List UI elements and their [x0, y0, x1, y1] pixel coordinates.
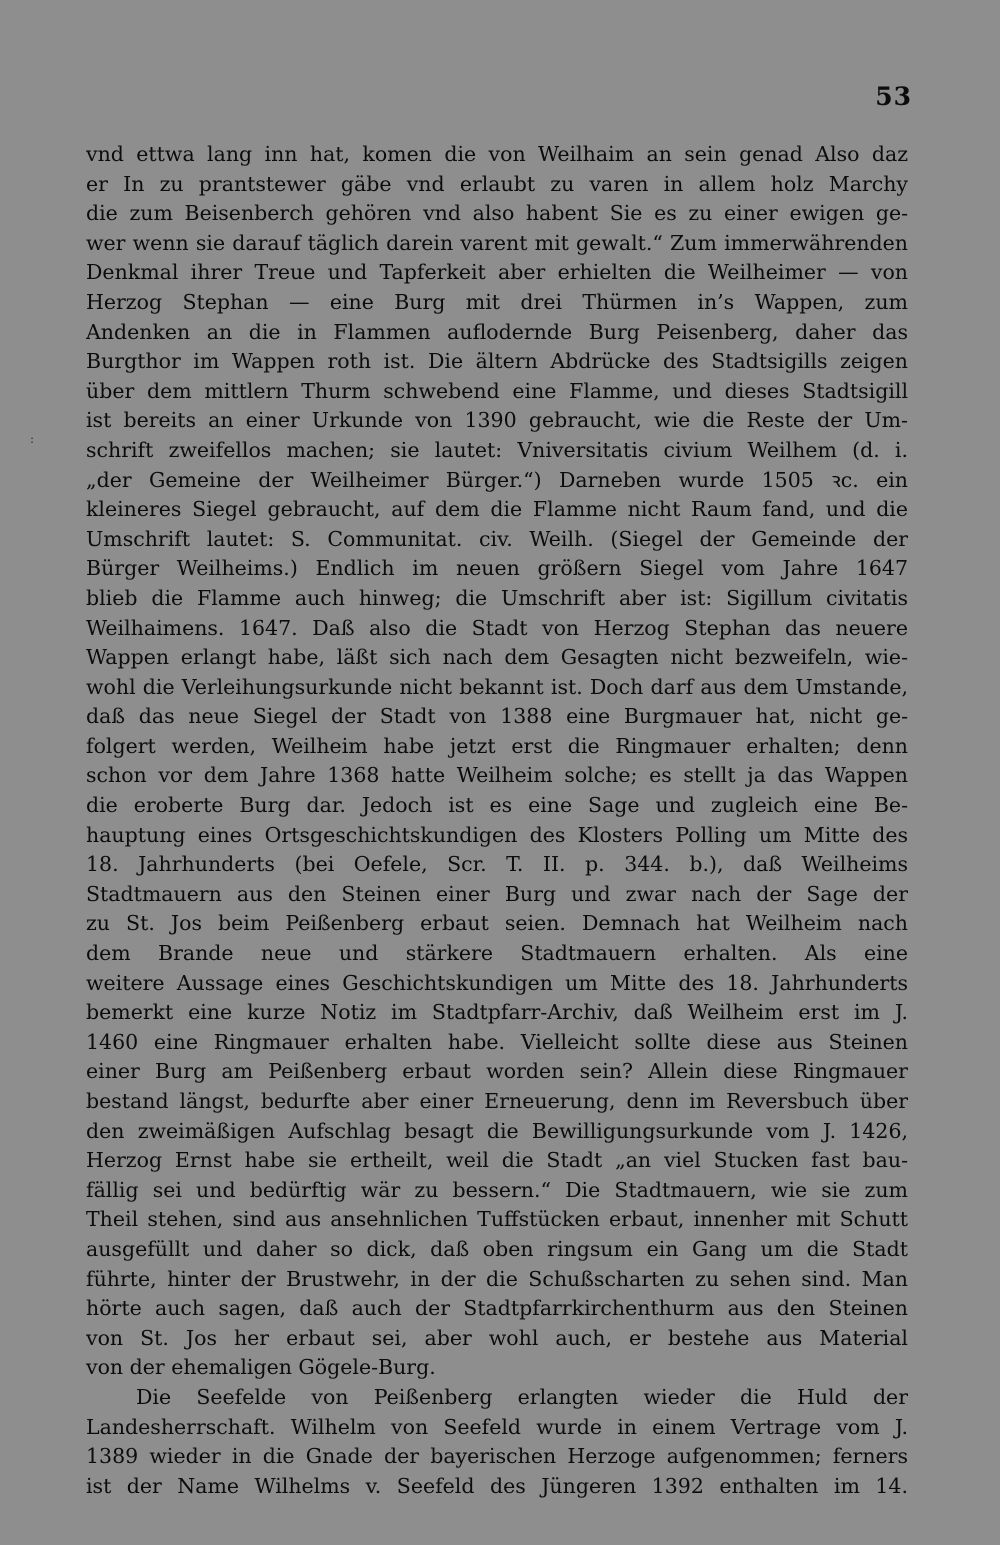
- text-line: ausgefüllt und daher so dick, daß oben ringsum ein Gang um die Stadt: [86, 1236, 908, 1261]
- text-line: einer Burg am Peißenberg erbaut worden sein? Allein diese Ringmauer: [86, 1059, 908, 1084]
- page-number: 53: [875, 82, 912, 111]
- text-line: Denkmal ihrer Treue und Tapferkeit aber erhielten die Weilheimer — von: [86, 260, 908, 285]
- text-line: schrift zweifellos machen; sie lautet: Vniversitatis civium Weilhem (d. i.: [86, 437, 908, 462]
- text-line: Herzog Stephan — eine Burg mit drei Thürmen in’s Wappen, zum: [86, 289, 908, 314]
- text-line: folgert werden, Weilheim habe jetzt erst die Ringmauer erhalten; denn: [86, 733, 908, 758]
- text-line: Die Seefelde von Peißenberg erlangten wieder die Huld der: [136, 1384, 908, 1409]
- text-line: wer wenn sie darauf täglich darein varent mit gewalt.“ Zum immerwährenden: [86, 230, 908, 255]
- text-line: ist der Name Wilhelms v. Seefeld des Jüngeren 1392 enthalten im 14.: [86, 1473, 908, 1498]
- text-line: weitere Aussage eines Geschichtskundigen um Mitte des 18. Jahrhunderts: [86, 970, 908, 995]
- paragraph: [86, 1383, 908, 1501]
- text-line: blieb die Flamme auch hinweg; die Umschrift aber ist: Sigillum civitatis: [86, 585, 908, 610]
- text-line: 18. Jahrhunderts (bei Oefele, Scr. T. II. p. 344. b.), daß Weilheims: [86, 852, 908, 877]
- scan-speck: :: [30, 432, 35, 446]
- text-line: schon vor dem Jahre 1368 hatte Weilheim solche; es stellt ja das Wappen: [86, 763, 908, 788]
- text-line: hauptung eines Ortsgeschichtskundigen des Klosters Polling um Mitte des: [86, 822, 908, 847]
- text-line: Theil stehen, sind aus ansehnlichen Tuffstücken erbaut, innenher mit Schutt: [86, 1207, 908, 1232]
- text-line: den zweimäßigen Aufschlag besagt die Bewilligungsurkunde vom J. 1426,: [86, 1118, 908, 1143]
- text-line: Landesherrschaft. Wilhelm von Seefeld wurde in einem Vertrage vom J.: [86, 1414, 908, 1439]
- text-line: über dem mittlern Thurm schwebend eine Flamme, und dieses Stadtsigill: [86, 378, 908, 403]
- paragraph: [86, 140, 908, 1383]
- text-line: die zum Beisenberch gehören vnd also habent Sie es zu einer ewigen ge-: [86, 201, 908, 226]
- text-line: kleineres Siegel gebraucht, auf dem die Flamme nicht Raum fand, und die: [86, 497, 908, 522]
- text-line: Bürger Weilheims.) Endlich im neuen größern Siegel vom Jahre 1647: [86, 556, 908, 581]
- text-line: 1389 wieder in die Gnade der bayerischen Herzoge aufgenommen; ferners: [86, 1444, 908, 1469]
- text-line: Herzog Ernst habe sie ertheilt, weil die Stadt „an viel Stucken fast bau-: [86, 1148, 908, 1173]
- text-line: Wappen erlangt habe, läßt sich nach dem Gesagten nicht bezweifeln, wie-: [86, 645, 908, 670]
- text-line: „der Gemeine der Weilheimer Bürger.“) Darneben wurde 1505 ꝛc. ein: [86, 467, 908, 492]
- text-line: hörte auch sagen, daß auch der Stadtpfarrkirchenthurm aus den Steinen: [86, 1296, 908, 1321]
- text-line: zu St. Jos beim Peißenberg erbaut seien. Demnach hat Weilheim nach: [86, 911, 908, 936]
- text-line: vnd ettwa lang inn hat, komen die von Weilhaim an sein genad Also daz: [86, 142, 908, 166]
- text-line: bemerkt eine kurze Notiz im Stadtpfarr-Archiv, daß Weilheim erst im J.: [86, 1000, 908, 1025]
- text-line: Burgthor im Wappen roth ist. Die ältern Abdrücke des Stadtsigills zeigen: [86, 349, 908, 374]
- text-line: führte, hinter der Brustwehr, in der die Schußscharten zu sehen sind. Man: [86, 1266, 908, 1291]
- page-body: [86, 140, 908, 1501]
- text-line: Umschrift lautet: S. Communitat. civ. Weilh. (Siegel der Gemeinde der: [86, 526, 908, 551]
- text-line: von St. Jos her erbaut sei, aber wohl auch, er bestehe aus Material: [86, 1325, 908, 1350]
- text-line: Weilhaimens. 1647. Daß also die Stadt von Herzog Stephan das neuere: [86, 615, 908, 640]
- text-line: dem Brande neue und stärkere Stadtmauern erhalten. Als eine: [86, 941, 908, 966]
- text-line: ist bereits an einer Urkunde von 1390 gebraucht, wie die Reste der Um-: [86, 408, 908, 433]
- text-line: die eroberte Burg dar. Jedoch ist es eine Sage und zugleich eine Be-: [86, 793, 908, 818]
- text-line: er In zu prantstewer gäbe vnd erlaubt zu varen in allem holz Marchy: [86, 171, 908, 196]
- text-line: Stadtmauern aus den Steinen einer Burg und zwar nach der Sage der: [86, 881, 908, 906]
- text-line: Andenken an die in Flammen auflodernde Burg Peisenberg, daher das: [86, 319, 908, 344]
- text-line: von der ehemaligen Gögele-Burg.: [86, 1355, 436, 1380]
- text-line: wohl die Verleihungsurkunde nicht bekannt ist. Doch darf aus dem Umstande,: [86, 674, 908, 699]
- text-line: 1460 eine Ringmauer erhalten habe. Vielleicht sollte diese aus Steinen: [86, 1029, 908, 1054]
- text-line: fällig sei und bedürftig wär zu bessern.“ Die Stadtmauern, wie sie zum: [86, 1177, 908, 1202]
- text-line: bestand längst, bedurfte aber einer Erneuerung, denn im Reversbuch über: [86, 1089, 908, 1113]
- text-line: daß das neue Siegel der Stadt von 1388 eine Burgmauer hat, nicht ge-: [86, 704, 908, 729]
